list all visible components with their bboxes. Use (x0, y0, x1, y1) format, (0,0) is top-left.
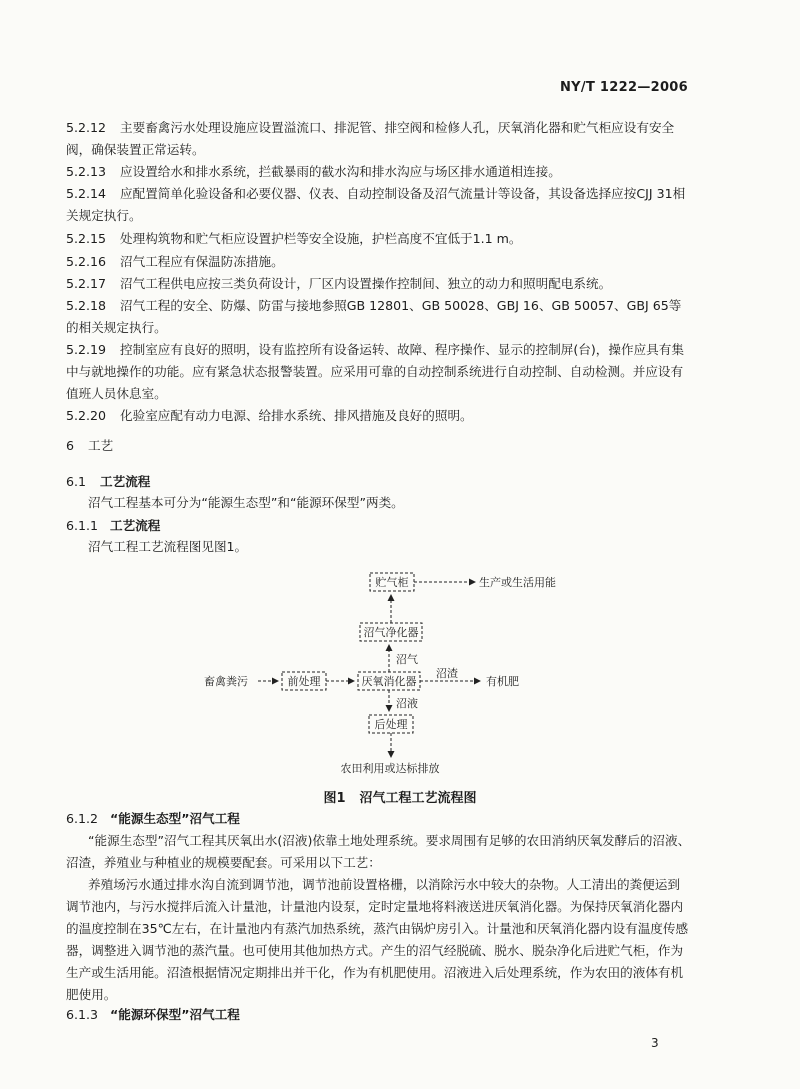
section-title: 工艺 (88, 438, 114, 453)
section-title: 工艺流程 (100, 474, 151, 489)
clause-text: 沼气工程供电应按三类负荷设计，厂区内设置操作控制间、独立的动力和照明配电系统。 (120, 276, 612, 291)
figure-number: 图1 (323, 791, 346, 806)
residue-label: 沼渣 (436, 667, 458, 680)
clause-5-2-18 (66, 295, 692, 339)
clause-text: 沼气工程应有保温防冻措施。 (120, 254, 284, 269)
clause-5-2-15 (66, 228, 692, 250)
figure-title: 沼气工程工艺流程图 (359, 791, 477, 806)
section-title: “能源环保型”沼气工程 (110, 1007, 240, 1022)
process-flow-diagram (0, 565, 800, 785)
clause-number: 5.2.20 (66, 408, 107, 423)
posttreat-label: 后处理 (374, 718, 408, 731)
clause-5-2-12 (66, 117, 692, 161)
purifier-label: 沼气净化器 (363, 626, 419, 639)
section-6-1-3-heading (66, 1005, 240, 1025)
clause-5-2-20 (66, 405, 692, 427)
clause-text: 主要畜禽污水处理设施应设置溢流口、排泥管、排空阀和检修人孔，厌氧消化器和贮气柜应设有安全阀，确保装置正常运转。 (66, 120, 675, 157)
clause-number: 5.2.18 (66, 298, 107, 313)
storage-label: 贮气柜 (375, 576, 409, 589)
clause-text: 应配置简单化验设备和必要仪器、仪表、自动控制设备及沼气流量计等设备，其设备选择应按CJJ 31相关规定执行。 (66, 186, 686, 223)
input-label: 畜禽粪污 (204, 675, 248, 688)
section-6-1-2-para-1: “能源生态型”沼气工程其厌氧出水(沼液)依靠土地处理系统。要求周围有足够的农田消纳厌氧发酵后的沼液、沼渣，养殖业与种植业的规模要配套。可采用以下工艺： (66, 833, 691, 870)
section-6-heading (66, 436, 113, 456)
clause-number: 5.2.13 (66, 164, 107, 179)
section-number: 6.1.1 (66, 518, 99, 533)
clause-number: 5.2.19 (66, 342, 107, 357)
section-6-1-1-text: 沼气工程工艺流程图见图1。 (88, 539, 248, 554)
clause-number: 5.2.16 (66, 254, 107, 269)
clause-5-2-13 (66, 161, 692, 183)
page-number: 3 (651, 1036, 659, 1050)
document-code: NY/T 1222—2006 (560, 80, 688, 95)
section-6-1-1-heading (66, 516, 160, 536)
clause-5-2-19 (66, 339, 692, 405)
fertilizer-label: 有机肥 (486, 675, 519, 688)
clause-number: 5.2.12 (66, 120, 107, 135)
clause-text: 控制室应有良好的照明，设有监控所有设备运转、故障、程序操作、显示的控制屏(台)，操作应具有集中与就地操作的功能。应有紧急状态报警装置。应采用可靠的自动控制系统进行自动控制、自动检测。并应设有值班人员休息室。 (66, 342, 684, 401)
clause-text: 应设置给水和排水系统，拦截暴雨的截水沟和排水沟应与场区排水通道相连接。 (120, 164, 561, 179)
section-6-1-2-heading (66, 809, 240, 829)
clause-text: 化验室应配有动力电源、给排水系统、排风措施及良好的照明。 (120, 408, 473, 423)
pretreat-label: 前处理 (287, 675, 321, 688)
section-title: 工艺流程 (110, 518, 161, 533)
section-title: “能源生态型”沼气工程 (110, 811, 240, 826)
section-number: 6 (66, 438, 75, 453)
clause-5-2-17 (66, 273, 692, 295)
section-6-1-heading (66, 472, 150, 492)
figure-caption (0, 787, 800, 806)
section-number: 6.1.2 (66, 811, 99, 826)
biogas-label: 沼气 (396, 653, 418, 666)
digester-label: 厌氧消化器 (361, 675, 417, 688)
farmland-label: 农田利用或达标排放 (340, 762, 440, 775)
clause-5-2-16 (66, 251, 692, 273)
section-number: 6.1 (66, 474, 87, 489)
clause-number: 5.2.15 (66, 231, 107, 246)
slurry-label: 沼液 (396, 697, 418, 710)
clause-number: 5.2.17 (66, 276, 107, 291)
clause-text: 处理构筑物和贮气柜应设置护栏等安全设施，护栏高度不宜低于1.1 m。 (120, 231, 522, 246)
section-6-1-text: 沼气工程基本可分为“能源生态型”和“能源环保型”两类。 (88, 495, 404, 510)
storage-use-label: 生产或生活用能 (479, 576, 556, 589)
clause-number: 5.2.14 (66, 186, 107, 201)
clause-5-2-14 (66, 183, 692, 227)
section-6-1-2-para-2: 养殖场污水通过排水沟自流到调节池，调节池前设置格栅，以消除污水中较大的杂物。人工清出的粪便运到调节池内，与污水搅拌后流入计量池，计量池内设泵，定时定量地将料液送进厌氧消化器。为保持厌氧消化器内的温度控制在35℃左右，在计量池内有蒸汽加热系统，蒸汽由锅炉房引入。计量池和厌氧消化器内设有温度传感器，调整进入调节池的蒸汽量。也可使用其他加热方式。产生的沼气经脱硫、脱水、脱杂净化后进贮气柜，作为生产或生活用能。沼渣根据情况定期排出并干化，作为有机肥使用。沼液进入后处理系统，作为农田的液体有机肥使用。 (66, 877, 689, 1002)
section-number: 6.1.3 (66, 1007, 99, 1022)
clause-text: 沼气工程的安全、防爆、防雷与接地参照GB 12801、GB 50028、GBJ 16、GB 50057、GBJ 65等的相关规定执行。 (66, 298, 682, 335)
